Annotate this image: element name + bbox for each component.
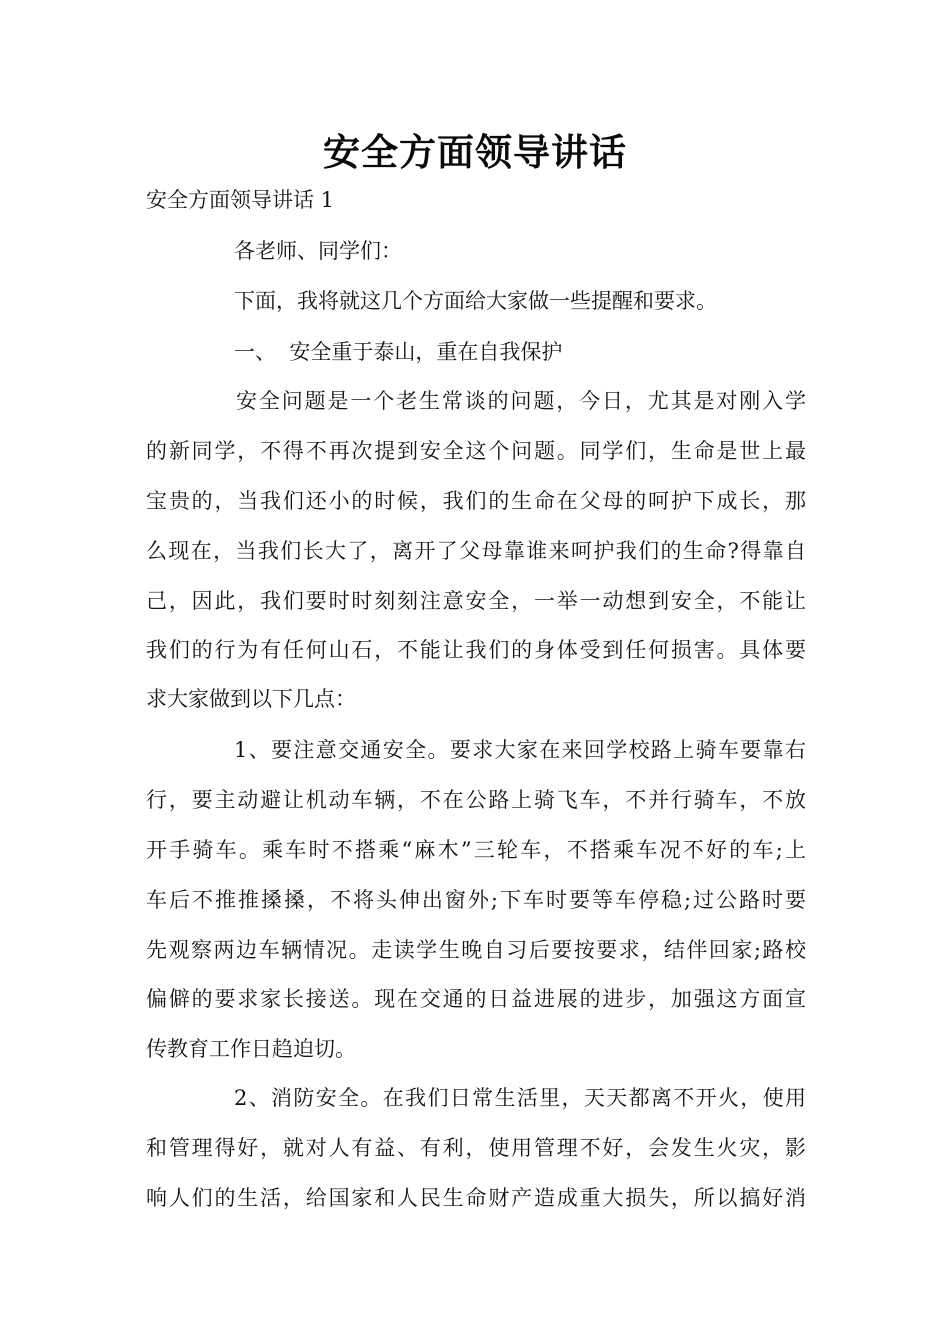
paragraph-line: 行，要主动避让机动车辆，不在公路上骑飞车，不并行骑车，不放 [146, 788, 806, 812]
document-title: 安全方面领导讲话 [323, 131, 627, 174]
paragraph-line: 和管理得好，就对人有益、有利，使用管理不好，会发生火灾，影 [146, 1136, 806, 1160]
paragraph-line: 的新同学，不得不再次提到安全这个问题。同学们，生命是世上最 [146, 439, 806, 463]
paragraph-line: 1、要注意交通安全。要求大家在来回学校路上骑车要靠右 [234, 738, 806, 762]
paragraph-line: 传教育工作日趋迫切。 [146, 1037, 356, 1061]
salutation: 各老师、同学们： [234, 239, 402, 263]
section-heading: 一、 安全重于泰山，重在自我保护 [234, 340, 563, 364]
paragraph-line: 偏僻的要求家长接送。现在交通的日益进展的进步，加强这方面宣 [146, 987, 806, 1011]
paragraph-line: 么现在，当我们长大了，离开了父母靠谁来呵护我们的生命?得靠自 [146, 539, 806, 563]
paragraph-line: 开手骑车。乘车时不搭乘“麻木”三轮车，不搭乘车况不好的车;上 [146, 838, 806, 862]
intro-line: 下面，我将就这几个方面给大家做一些提醒和要求。 [234, 289, 717, 313]
paragraph-line: 先观察两边车辆情况。走读学生晚自习后要按要求，结伴回家;路校 [146, 938, 806, 962]
paragraph-line: 宝贵的，当我们还小的时候，我们的生命在父母的呵护下成长，那 [146, 489, 806, 513]
paragraph-line: 己，因此，我们要时时刻刻注意安全，一举一动想到安全，不能让 [146, 589, 806, 613]
paragraph-line: 车后不推推搡搡，不将头伸出窗外;下车时要等车停稳;过公路时要 [146, 888, 806, 912]
document-subtitle: 安全方面领导讲话 1 [146, 188, 335, 212]
paragraph-line: 响人们的生活，给国家和人民生命财产造成重大损失，所以搞好消 [146, 1186, 806, 1210]
paragraph-line: 求大家做到以下几点： [146, 687, 356, 711]
paragraph-line: 2、消防安全。在我们日常生活里，天天都离不开火，使用 [234, 1086, 806, 1110]
paragraph-line: 我们的行为有任何山石，不能让我们的身体受到任何损害。具体要 [146, 638, 806, 662]
paragraph-line: 安全问题是一个老生常谈的问题，今日，尤其是对刚入学 [236, 389, 806, 413]
